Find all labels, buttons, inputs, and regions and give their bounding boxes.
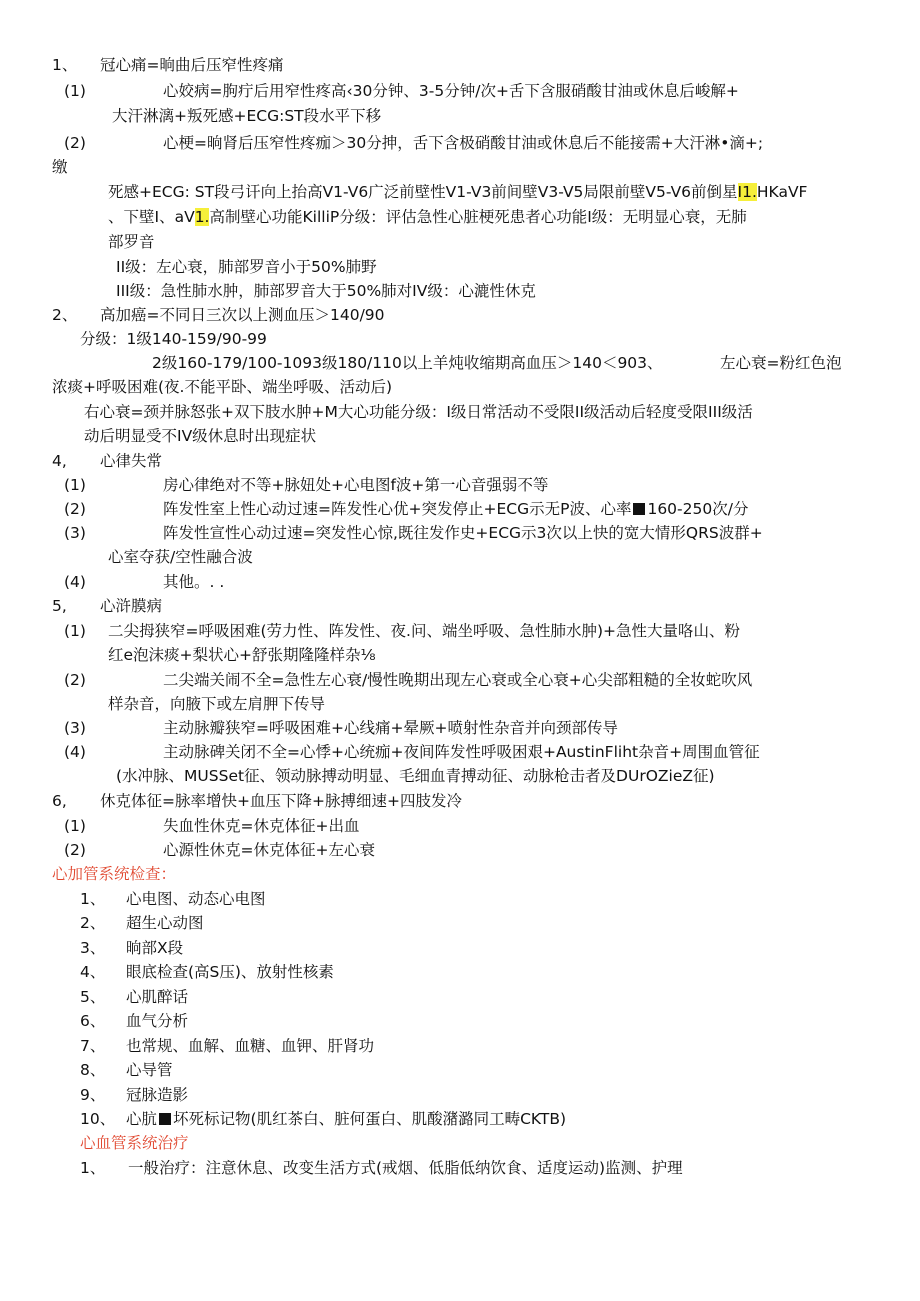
s5-item1-number: (1) [64, 622, 86, 640]
exam-item: 超生心动图 [126, 914, 204, 932]
treatment-heading: 心血管系统治疗 [80, 1134, 189, 1152]
exam-item: 心导管 [126, 1061, 173, 1079]
s4-item2-number: (2) [64, 500, 86, 518]
s1-title: 冠心痛=晌曲后压窄性疼痛 [100, 56, 284, 74]
s2-grading-2: 2级160-179/100-1093级180/110以上羊炖收缩期高血压＞140＜903、 [152, 354, 663, 372]
treatment-item-number: 1、 [80, 1159, 106, 1177]
exam-item: 也常规、血解、血糖、血钾、肝肾功 [126, 1037, 375, 1055]
highlight-mark: I1. [737, 183, 757, 201]
exam-item-number: 1、 [80, 890, 106, 908]
s4-item1-number: (1) [64, 476, 86, 494]
s4-item3-line1: 阵发性宣性心动过速=突发性心惊,既往发作史+ECG示3次以上快的宽大情形QRS波群+ [163, 524, 763, 542]
s5-item2-line2: 样杂音，向腋下或左肩胛下传导 [108, 695, 326, 713]
exam-item: 血气分析 [126, 1012, 189, 1030]
s1-item2-line1: 心梗=晌肾后压窄性疼痂＞30分抻，舌下含极硝酸甘油或休息后不能接需+大汗淋•滴+; [163, 134, 764, 152]
s5-item2-number: (2) [64, 671, 86, 689]
s1-item2-line3-end: HKaVF [756, 183, 808, 201]
s1-item2-line2: 缴 [52, 158, 68, 176]
s4-title: 心律失常 [100, 452, 163, 470]
exam-item-number: 8、 [80, 1061, 106, 1079]
s5-item3-number: (3) [64, 719, 86, 737]
s1-item2-line5: 部罗音 [108, 233, 155, 251]
exam-item: 晌部X段 [126, 939, 184, 957]
exam-item-number: 9、 [80, 1086, 106, 1104]
s1-item2-line6: II级：左心衰，肺部罗音小于50%肺野 [116, 258, 377, 276]
s4-item4-number: (4) [64, 573, 86, 591]
exam-item-number: 7、 [80, 1037, 106, 1055]
exam-item-text-b: 坏死标记物(肌红茶白、脏何蛋白、肌酸潴潞同工畴CKTB) [173, 1110, 566, 1128]
s5-title: 心浒膜病 [100, 597, 163, 615]
s2-left-hf: 左心衰=粉红色泡 [720, 354, 842, 372]
exam-item-number: 6、 [80, 1012, 106, 1030]
s6-title: 休克体征=脉率增快+血压下降+脉搏细速+四肢发冷 [100, 792, 462, 810]
black-square-icon [633, 503, 645, 515]
s1-item1-line1: 心姣病=朐疔后用窄性疼高‹30分钟、3-5分钟/次+舌下含服硝酸甘油或休息后峻解+ [163, 82, 739, 100]
s5-item2-line1: 二尖端关闹不全=急性左心衰/慢性晚期出现左心衰或全心衰+心尖部粗糙的全妆蛇吹风 [163, 671, 753, 689]
s2-line4: 浓痰+呼吸困难(夜.不能平卧、端坐呼吸、活动后) [52, 378, 393, 396]
highlight-mark: 1. [194, 208, 210, 226]
s1-item2-line3 [108, 181, 807, 203]
exam-item-number: 5、 [80, 988, 106, 1006]
s2-line5: 右心衰=颈并脉怒张+双下肢水肿+M大心功能分级：I级日常活动不受限II级活动后轻度受限III级活 [84, 403, 753, 421]
exam-item-number: 4、 [80, 963, 106, 981]
exam-item: 冠脉造影 [126, 1086, 189, 1104]
s1-item1-line2: 大汗淋漓+叛死感+ECG:ST段水平下移 [112, 107, 382, 125]
exam-item-text-a: 心肮 [126, 1110, 158, 1128]
s2-title: 高加癌=不同日三次以上测血压＞140/90 [100, 306, 385, 324]
s1-item2-line4 [108, 206, 747, 228]
s6-number: 6, [52, 792, 67, 810]
exam-item-number: 10、 [80, 1110, 116, 1128]
exam-item: 眼底检查(高S压)、放射性核素 [126, 963, 334, 981]
s5-number: 5, [52, 597, 67, 615]
s1-item2-line4-end: 高制壁心功能KilliP分级：评估急性心脏梗死患者心功能I级：无明显心衰，无肺 [209, 208, 747, 226]
s5-item4-line2: (水冲脉、MUSSet征、领动脉搏动明显、毛细血青搏动征、动脉枪击者及DUrOZieZ征) [116, 767, 715, 785]
s4-number: 4, [52, 452, 67, 470]
s5-item3: 主动脉瓣狭窄=呼吸困难+心线痛+晕厥+喷射性杂音并向颈部传导 [163, 719, 618, 737]
black-square-icon [159, 1113, 171, 1125]
s4-item3-number: (3) [64, 524, 86, 542]
s1-item2-line4-text: 、下壁I、aV [108, 208, 195, 226]
exam-item: 心肌醉话 [126, 988, 189, 1006]
exam-heading: 心加管系统检查： [52, 865, 177, 883]
s2-line6: 动后明显受不IV级休息时出现症状 [84, 427, 317, 445]
s2-grading: 分级：1级140-159/90-99 [80, 330, 267, 348]
s1-item2-number: (2) [64, 134, 86, 152]
s6-item2-number: (2) [64, 841, 86, 859]
s6-item1: 失血性休克=休克体征+出血 [163, 817, 360, 835]
s5-item1-line2: 红e泡沫痰+梨状心+舒张期隆隆样杂⅛ [108, 646, 376, 664]
s1-number: 1、 [52, 56, 78, 74]
s6-item2: 心源性休克=休克体征+左心衰 [163, 841, 375, 859]
s4-item2-text: 阵发性室上性心动过速=阵发性心优+突发停止+ECG示无P波、心率 [163, 500, 632, 518]
exam-item: 心电图、动态心电图 [126, 890, 266, 908]
s4-item2-rate: 160-250次/分 [647, 500, 749, 518]
s4-item3-line2: 心室夺获/空性融合波 [108, 548, 253, 566]
s5-item4-number: (4) [64, 743, 86, 761]
s6-item1-number: (1) [64, 817, 86, 835]
s1-item1-number: (1) [64, 82, 86, 100]
exam-item-number: 3、 [80, 939, 106, 957]
s4-item2 [163, 498, 748, 520]
treatment-item: 一般治疗：注意休息、改变生活方式(戒烟、低脂低纳饮食、适度运动)监测、护理 [128, 1159, 683, 1177]
s1-item2-line3-text: 死感+ECG: ST段弓讦向上抬高V1-V6广泛前壁性V1-V3前间壁V3-V5局限前壁V5-V6前倒星 [108, 183, 738, 201]
s1-item2-line7: III级：急性肺水肿，肺部罗音大于50%肺对IV级：心漉性休克 [116, 282, 536, 300]
s5-item1-line1: 二尖拇狭窄=呼吸困难(劳力性、阵发性、夜.问、端坐呼吸、急性肺水肿)+急性大量咯山、粉 [108, 622, 740, 640]
s2-number: 2、 [52, 306, 78, 324]
s4-item1: 房心律绝对不等+脉妞处+心电图f波+第一心音强弱不等 [163, 476, 549, 494]
s4-item4: 其他。. . [163, 573, 225, 591]
exam-item [126, 1108, 566, 1130]
exam-item-number: 2、 [80, 914, 106, 932]
s5-item4-line1: 主动脉碑关闭不全=心悸+心统痂+夜间阵发性呼吸困艰+AustinFliht杂音+周围血管征 [163, 743, 760, 761]
